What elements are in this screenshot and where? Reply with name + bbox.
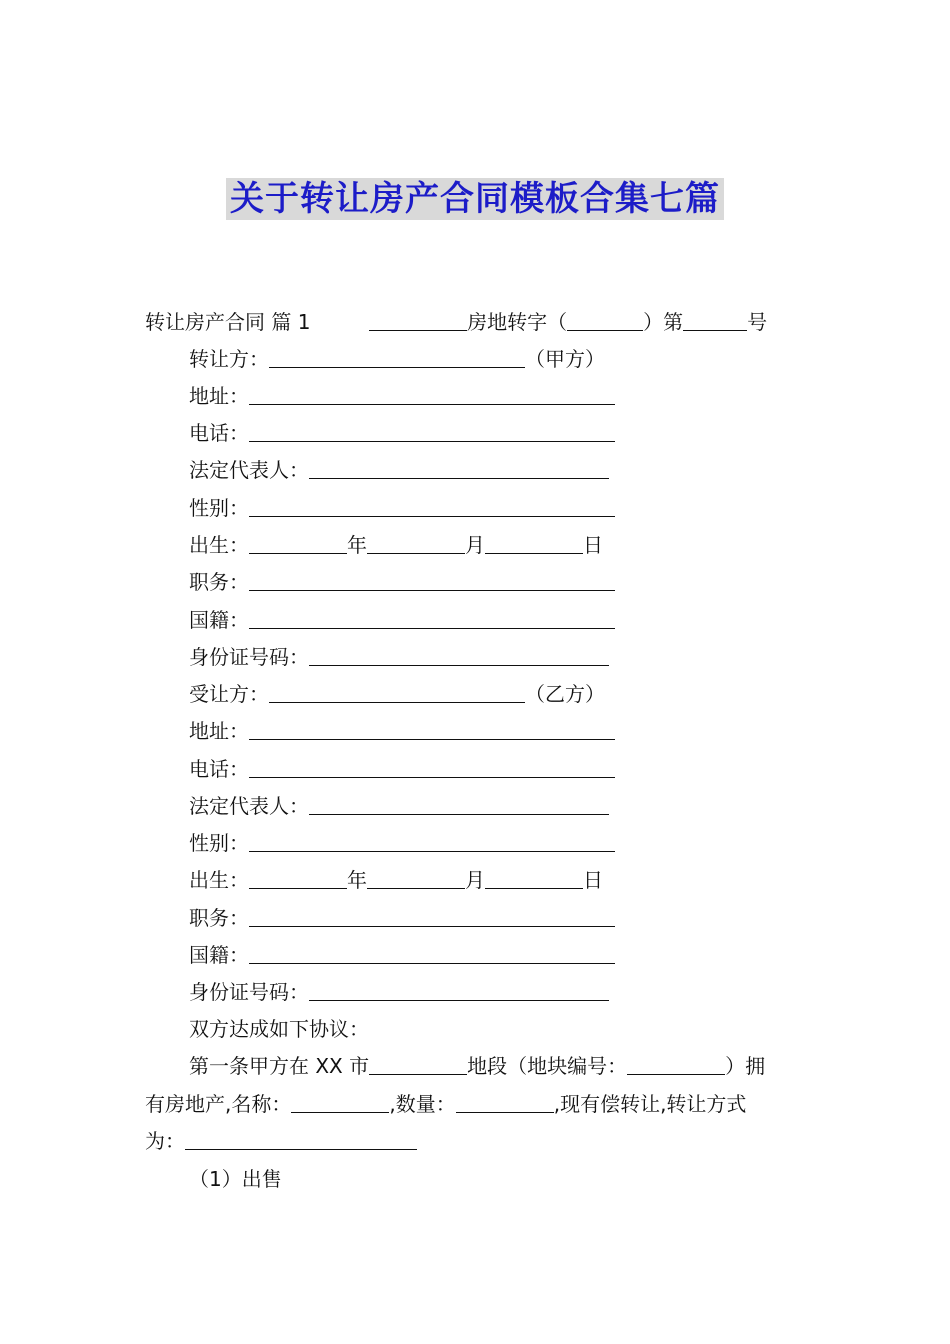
b-id-label: 身份证号码：	[189, 980, 309, 1004]
blank-a-nationality	[249, 608, 615, 629]
blank-b-gender	[249, 831, 615, 852]
b-birth-label: 出生：	[189, 868, 249, 892]
article1-line3	[145, 1127, 417, 1155]
blank-method	[185, 1129, 417, 1150]
b-phone-row	[189, 755, 615, 783]
blank-b-position	[249, 906, 615, 927]
blank-zi	[567, 310, 643, 331]
b-nationality-row	[189, 941, 615, 969]
b-address-row	[189, 717, 615, 745]
agreement-text: 双方达成如下协议：	[189, 1017, 369, 1041]
a-address-row	[189, 382, 615, 410]
blank-name	[291, 1092, 389, 1113]
b-legal-rep-row	[189, 792, 609, 820]
a-id-row	[189, 643, 609, 671]
article1-part7: 为：	[145, 1129, 185, 1153]
b-gender-row	[189, 829, 615, 857]
blank-a-month	[367, 533, 465, 554]
a-phone-label: 电话：	[189, 421, 249, 445]
item1-line	[189, 1165, 282, 1193]
a-address-label: 地址：	[189, 384, 249, 408]
article1-line2	[145, 1090, 746, 1118]
a-nationality-label: 国籍：	[189, 608, 249, 632]
blank-b-day	[485, 868, 583, 889]
fangdi-label: 房地转字（	[467, 310, 568, 334]
b-position-row	[189, 904, 615, 932]
transferee-row	[189, 680, 605, 708]
a-position-row	[189, 568, 615, 596]
blank-b-address	[249, 719, 615, 740]
blank-b-phone	[249, 757, 615, 778]
blank-plot-number	[627, 1054, 725, 1075]
blank-a-position	[249, 570, 615, 591]
blank-segment	[369, 1054, 467, 1075]
blank-a-phone	[249, 421, 615, 442]
header-line	[145, 308, 767, 336]
b-phone-label: 电话：	[189, 757, 249, 781]
blank-di	[683, 310, 747, 331]
a-birth-row	[189, 531, 603, 559]
a-day-label: 日	[583, 533, 603, 557]
blank-a-address	[249, 384, 615, 405]
blank-quantity	[456, 1092, 554, 1113]
blank-transferee	[269, 682, 525, 703]
a-gender-label: 性别：	[189, 496, 249, 520]
article1-part4: 有房地产,名称：	[145, 1092, 292, 1116]
doc-label: 转让房产合同 篇 1	[145, 310, 311, 334]
article1-part5: ,数量：	[389, 1092, 456, 1116]
transferee-label: 受让方：	[189, 682, 269, 706]
agreement-line	[189, 1015, 369, 1043]
b-position-label: 职务：	[189, 906, 249, 930]
a-month-label: 月	[465, 533, 485, 557]
item1-text: （1）出售	[189, 1167, 282, 1191]
blank-b-legal-rep	[309, 794, 609, 815]
a-gender-row	[189, 494, 615, 522]
b-gender-label: 性别：	[189, 831, 249, 855]
b-birth-row	[189, 866, 603, 894]
close-label: ）第	[643, 310, 684, 334]
document-title: 关于转让房产合同模板合集七篇	[226, 178, 724, 220]
blank-b-nationality	[249, 943, 615, 964]
b-day-label: 日	[583, 868, 603, 892]
a-birth-label: 出生：	[189, 533, 249, 557]
blank-a-day	[485, 533, 583, 554]
a-legal-rep-row	[189, 456, 609, 484]
b-address-label: 地址：	[189, 719, 249, 743]
party-b-role: （乙方）	[525, 682, 605, 706]
a-id-label: 身份证号码：	[189, 645, 309, 669]
article1-part1: 第一条甲方在 XX 市	[189, 1054, 370, 1078]
article1-part6: ,现有偿转让,转让方式	[553, 1092, 747, 1116]
b-nationality-label: 国籍：	[189, 943, 249, 967]
transferor-label: 转让方：	[189, 347, 269, 371]
b-month-label: 月	[465, 868, 485, 892]
b-year-label: 年	[347, 868, 367, 892]
blank-b-month	[367, 868, 465, 889]
hao-label: 号	[747, 310, 768, 334]
b-legal-rep-label: 法定代表人：	[189, 794, 309, 818]
blank-transferor	[269, 347, 525, 368]
blank-b-year	[249, 868, 347, 889]
blank-b-id	[309, 980, 609, 1001]
party-a-role: （甲方）	[525, 347, 605, 371]
title-container	[0, 178, 950, 220]
blank-a-year	[249, 533, 347, 554]
blank-a-legal-rep	[309, 458, 609, 479]
a-phone-row	[189, 419, 615, 447]
article1-line1	[189, 1052, 765, 1080]
article1-part3: ）拥	[725, 1054, 766, 1078]
b-id-row	[189, 978, 609, 1006]
transferor-row	[189, 345, 605, 373]
blank-a-gender	[249, 496, 615, 517]
blank-a-id	[309, 645, 609, 666]
a-position-label: 职务：	[189, 570, 249, 594]
blank-fangdi	[369, 310, 467, 331]
a-year-label: 年	[347, 533, 367, 557]
a-nationality-row	[189, 606, 615, 634]
a-legal-rep-label: 法定代表人：	[189, 458, 309, 482]
article1-part2: 地段（地块编号：	[467, 1054, 628, 1078]
